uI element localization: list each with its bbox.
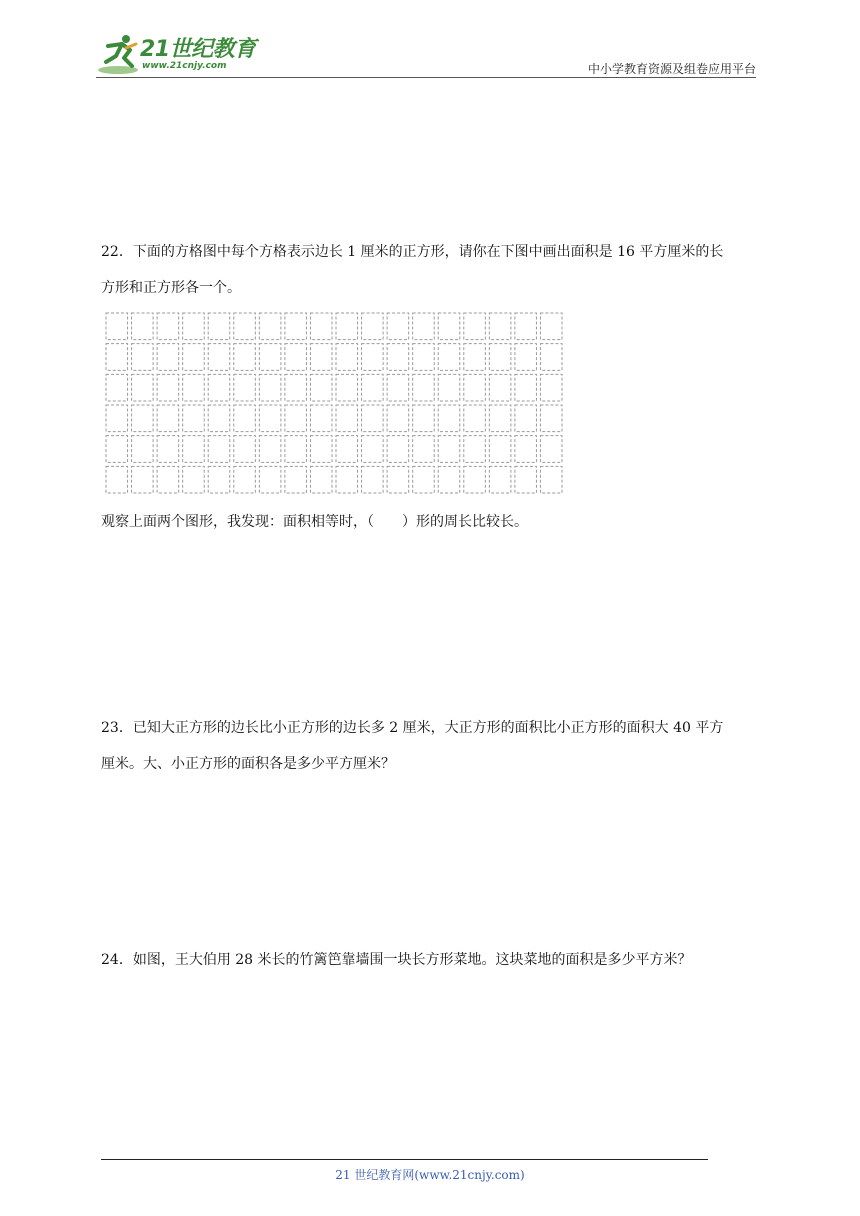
grid-cell[interactable] bbox=[336, 344, 358, 371]
grid-cell[interactable] bbox=[285, 313, 307, 340]
grid-cell[interactable] bbox=[413, 436, 435, 463]
grid-cell[interactable] bbox=[540, 405, 562, 432]
grid-cell[interactable] bbox=[464, 436, 486, 463]
logo-text: 21世纪教育 bbox=[140, 37, 256, 62]
grid-cell[interactable] bbox=[183, 313, 205, 340]
question-23 bbox=[101, 710, 761, 782]
grid-cell[interactable] bbox=[183, 374, 205, 401]
grid-cell[interactable] bbox=[234, 405, 256, 432]
grid-cell[interactable] bbox=[259, 466, 281, 493]
grid-cell[interactable] bbox=[387, 436, 409, 463]
grid-cell[interactable] bbox=[336, 374, 358, 401]
grid-cell[interactable] bbox=[259, 313, 281, 340]
page-header bbox=[0, 0, 860, 80]
grid-cell[interactable] bbox=[157, 313, 179, 340]
question-22-observation: 观察上面两个图形，我发现：面积相等时，（ ）形的周长比较长。 bbox=[101, 514, 528, 530]
grid-cell[interactable] bbox=[515, 466, 537, 493]
grid-cell[interactable] bbox=[413, 344, 435, 371]
grid-cell[interactable] bbox=[208, 313, 230, 340]
question-23-line-1 bbox=[101, 710, 761, 746]
grid-cell[interactable] bbox=[132, 374, 154, 401]
question-24-line-1 bbox=[101, 942, 761, 978]
grid-cell[interactable] bbox=[310, 313, 332, 340]
grid-cell[interactable] bbox=[540, 313, 562, 340]
grid-cell[interactable] bbox=[438, 466, 460, 493]
grid-cell[interactable] bbox=[106, 436, 128, 463]
question-22-line-1 bbox=[101, 234, 761, 270]
grid-cell[interactable] bbox=[336, 466, 358, 493]
grid-cell[interactable] bbox=[464, 405, 486, 432]
grid-cell[interactable] bbox=[362, 313, 384, 340]
grid-cell[interactable] bbox=[285, 405, 307, 432]
grid-cell[interactable] bbox=[310, 344, 332, 371]
grid-cell[interactable] bbox=[387, 405, 409, 432]
grid-cell[interactable] bbox=[285, 436, 307, 463]
grid-cell[interactable] bbox=[157, 436, 179, 463]
grid-cell[interactable] bbox=[285, 344, 307, 371]
grid-cell[interactable] bbox=[132, 466, 154, 493]
logo-url: www.21cnjy.com bbox=[142, 61, 227, 71]
footer-divider bbox=[101, 1159, 708, 1160]
grid-cell[interactable] bbox=[208, 405, 230, 432]
grid-cell[interactable] bbox=[489, 466, 511, 493]
grid-cell[interactable] bbox=[285, 374, 307, 401]
grid-cell[interactable] bbox=[464, 344, 486, 371]
grid-cell[interactable] bbox=[464, 374, 486, 401]
grid-cell[interactable] bbox=[489, 374, 511, 401]
grid-cell[interactable] bbox=[387, 313, 409, 340]
grid-cell[interactable] bbox=[106, 374, 128, 401]
grid-cell[interactable] bbox=[183, 405, 205, 432]
grid-cell[interactable] bbox=[387, 466, 409, 493]
grid-cell[interactable] bbox=[464, 466, 486, 493]
grid-cell[interactable] bbox=[259, 344, 281, 371]
grid-cell[interactable] bbox=[438, 436, 460, 463]
grid-cell[interactable] bbox=[362, 405, 384, 432]
grid-cell[interactable] bbox=[464, 313, 486, 340]
grid-cell[interactable] bbox=[515, 374, 537, 401]
grid-cell[interactable] bbox=[387, 344, 409, 371]
grid-cell[interactable] bbox=[438, 374, 460, 401]
question-23-line-2: 厘米。大、小正方形的面积各是多少平方厘米？ bbox=[101, 756, 395, 772]
grid-cell[interactable] bbox=[106, 466, 128, 493]
grid-cell[interactable] bbox=[234, 374, 256, 401]
grid-cell[interactable] bbox=[489, 344, 511, 371]
grid-cell[interactable] bbox=[362, 436, 384, 463]
grid-cell[interactable] bbox=[336, 436, 358, 463]
grid-cell[interactable] bbox=[515, 405, 537, 432]
grid-cell[interactable] bbox=[285, 466, 307, 493]
grid-cell[interactable] bbox=[438, 344, 460, 371]
question-22-number: 22． bbox=[101, 244, 133, 260]
grid-cell[interactable] bbox=[259, 374, 281, 401]
grid-cell[interactable] bbox=[183, 344, 205, 371]
grid-cell[interactable] bbox=[540, 466, 562, 493]
platform-name: 中小学教育资源及组卷应用平台 bbox=[587, 62, 756, 76]
question-22-line-2: 方形和正方形各一个。 bbox=[101, 280, 241, 296]
question-24-text-1: 如图，王大伯用 28 米长的竹篱笆靠墙围一块长方形菜地。这块菜地的面积是多少平方米？ bbox=[132, 952, 692, 968]
grid-cell[interactable] bbox=[106, 344, 128, 371]
grid-cell[interactable] bbox=[413, 374, 435, 401]
grid-cell[interactable] bbox=[413, 313, 435, 340]
grid-cell[interactable] bbox=[515, 436, 537, 463]
grid-cell[interactable] bbox=[157, 344, 179, 371]
footer-text[interactable]: 21 世纪教育网(www.21cnjy.com) bbox=[335, 1168, 525, 1182]
grid-cell[interactable] bbox=[362, 344, 384, 371]
grid-cell[interactable] bbox=[234, 436, 256, 463]
grid-cell[interactable] bbox=[259, 436, 281, 463]
grid-cell[interactable] bbox=[132, 405, 154, 432]
site-logo[interactable] bbox=[96, 32, 266, 78]
grid-cell[interactable] bbox=[362, 466, 384, 493]
grid-cell[interactable] bbox=[157, 374, 179, 401]
grid-cell[interactable] bbox=[540, 436, 562, 463]
question-24 bbox=[101, 942, 761, 978]
grid-cell[interactable] bbox=[540, 374, 562, 401]
grid-cell[interactable] bbox=[208, 344, 230, 371]
grid-cell[interactable] bbox=[515, 313, 537, 340]
question-22-text-1: 下面的方格图中每个方格表示边长 1 厘米的正方形，请你在下图中画出面积是 16 平方厘米的长 bbox=[132, 244, 724, 260]
grid-cell[interactable] bbox=[310, 374, 332, 401]
grid-cell[interactable] bbox=[336, 405, 358, 432]
grid-cell[interactable] bbox=[208, 436, 230, 463]
grid-cell[interactable] bbox=[438, 405, 460, 432]
grid-cell[interactable] bbox=[438, 313, 460, 340]
grid-cell[interactable] bbox=[387, 374, 409, 401]
grid-cell[interactable] bbox=[489, 405, 511, 432]
grid-cell[interactable] bbox=[106, 313, 128, 340]
grid-cell[interactable] bbox=[489, 436, 511, 463]
grid-cell[interactable] bbox=[489, 313, 511, 340]
question-24-number: 24． bbox=[101, 952, 133, 968]
grid-cell[interactable] bbox=[310, 436, 332, 463]
grid-cell[interactable] bbox=[540, 344, 562, 371]
grid-cell[interactable] bbox=[234, 466, 256, 493]
question-23-text-1: 已知大正方形的边长比小正方形的边长多 2 厘米，大正方形的面积比小正方形的面积大 40 平方 bbox=[132, 720, 724, 736]
grid-cell[interactable] bbox=[413, 466, 435, 493]
grid-cell[interactable] bbox=[132, 344, 154, 371]
grid-cell[interactable] bbox=[515, 344, 537, 371]
grid-cell[interactable] bbox=[157, 466, 179, 493]
grid-cell[interactable] bbox=[310, 466, 332, 493]
grid-cell[interactable] bbox=[413, 405, 435, 432]
question-22 bbox=[101, 234, 761, 306]
square-grid[interactable] bbox=[104, 311, 564, 495]
grid-cell[interactable] bbox=[208, 374, 230, 401]
grid-cell[interactable] bbox=[336, 313, 358, 340]
grid-cell[interactable] bbox=[234, 344, 256, 371]
grid-cell[interactable] bbox=[208, 466, 230, 493]
header-divider bbox=[96, 77, 756, 78]
grid-cell[interactable] bbox=[132, 436, 154, 463]
question-23-number: 23． bbox=[101, 720, 133, 736]
grid-cell[interactable] bbox=[183, 466, 205, 493]
grid-cell[interactable] bbox=[132, 313, 154, 340]
grid-cell[interactable] bbox=[106, 405, 128, 432]
grid-cell[interactable] bbox=[310, 405, 332, 432]
grid-cell[interactable] bbox=[259, 405, 281, 432]
grid-cell[interactable] bbox=[362, 374, 384, 401]
grid-cell[interactable] bbox=[157, 405, 179, 432]
grid-cell[interactable] bbox=[183, 436, 205, 463]
grid-cell[interactable] bbox=[234, 313, 256, 340]
runner-logo-icon bbox=[96, 32, 144, 76]
